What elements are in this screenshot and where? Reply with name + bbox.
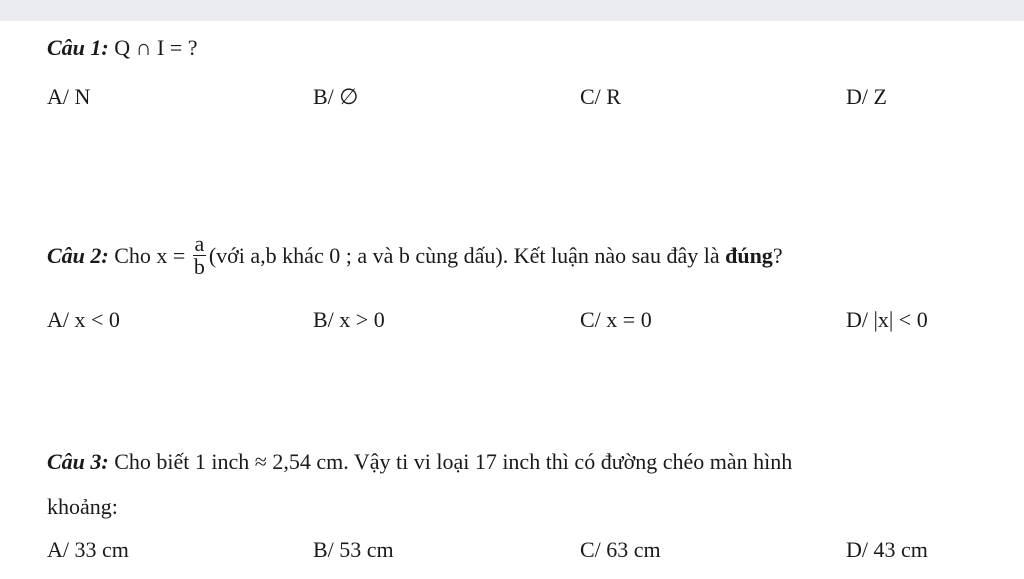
question-2-bold-word: đúng (725, 243, 773, 268)
question-2-pre: Cho x = (114, 243, 186, 268)
question-3-option-d[interactable]: D/ 43 cm (846, 537, 928, 562)
question-3-label: Câu 3: (47, 449, 109, 474)
question-2-option-a[interactable]: A/ x < 0 (47, 307, 120, 332)
question-2-label: Câu 2: (47, 243, 109, 268)
question-2-post: (với a,b khác 0 ; a và b cùng dấu). Kết luận nào sau đây là (208, 243, 726, 268)
question-2-option-c[interactable]: C/ x = 0 (580, 307, 652, 332)
question-2-option-b[interactable]: B/ x > 0 (313, 307, 385, 332)
question-3-option-a[interactable]: A/ 33 cm (47, 537, 129, 562)
question-3-line-1: Cho biết 1 inch ≈ 2,54 cm. Vậy ti vi loại 17 inch thì có đường chéo màn hình (114, 449, 793, 474)
question-2-fraction (193, 233, 206, 278)
fraction-numerator: a (194, 231, 205, 257)
question-1-option-a[interactable]: A/ N (47, 84, 91, 109)
question-2 (47, 232, 783, 280)
question-1-label: Câu 1: (47, 35, 109, 60)
question-3-option-b[interactable]: B/ 53 cm (313, 537, 394, 562)
question-1-text: Q ∩ I = ? (114, 35, 198, 60)
question-2-end: ? (772, 243, 783, 268)
question-3-line-2: khoảng: (47, 494, 118, 519)
question-1-option-d[interactable]: D/ Z (846, 84, 887, 109)
top-band (0, 0, 1024, 21)
question-1 (47, 33, 198, 63)
question-2-option-d[interactable]: D/ |x| < 0 (846, 307, 928, 332)
fraction-denominator: b (193, 254, 205, 280)
question-3 (47, 447, 792, 477)
question-1-option-c[interactable]: C/ R (580, 84, 621, 109)
question-3-option-c[interactable]: C/ 63 cm (580, 537, 661, 562)
question-1-option-b[interactable]: B/ ∅ (313, 84, 359, 109)
